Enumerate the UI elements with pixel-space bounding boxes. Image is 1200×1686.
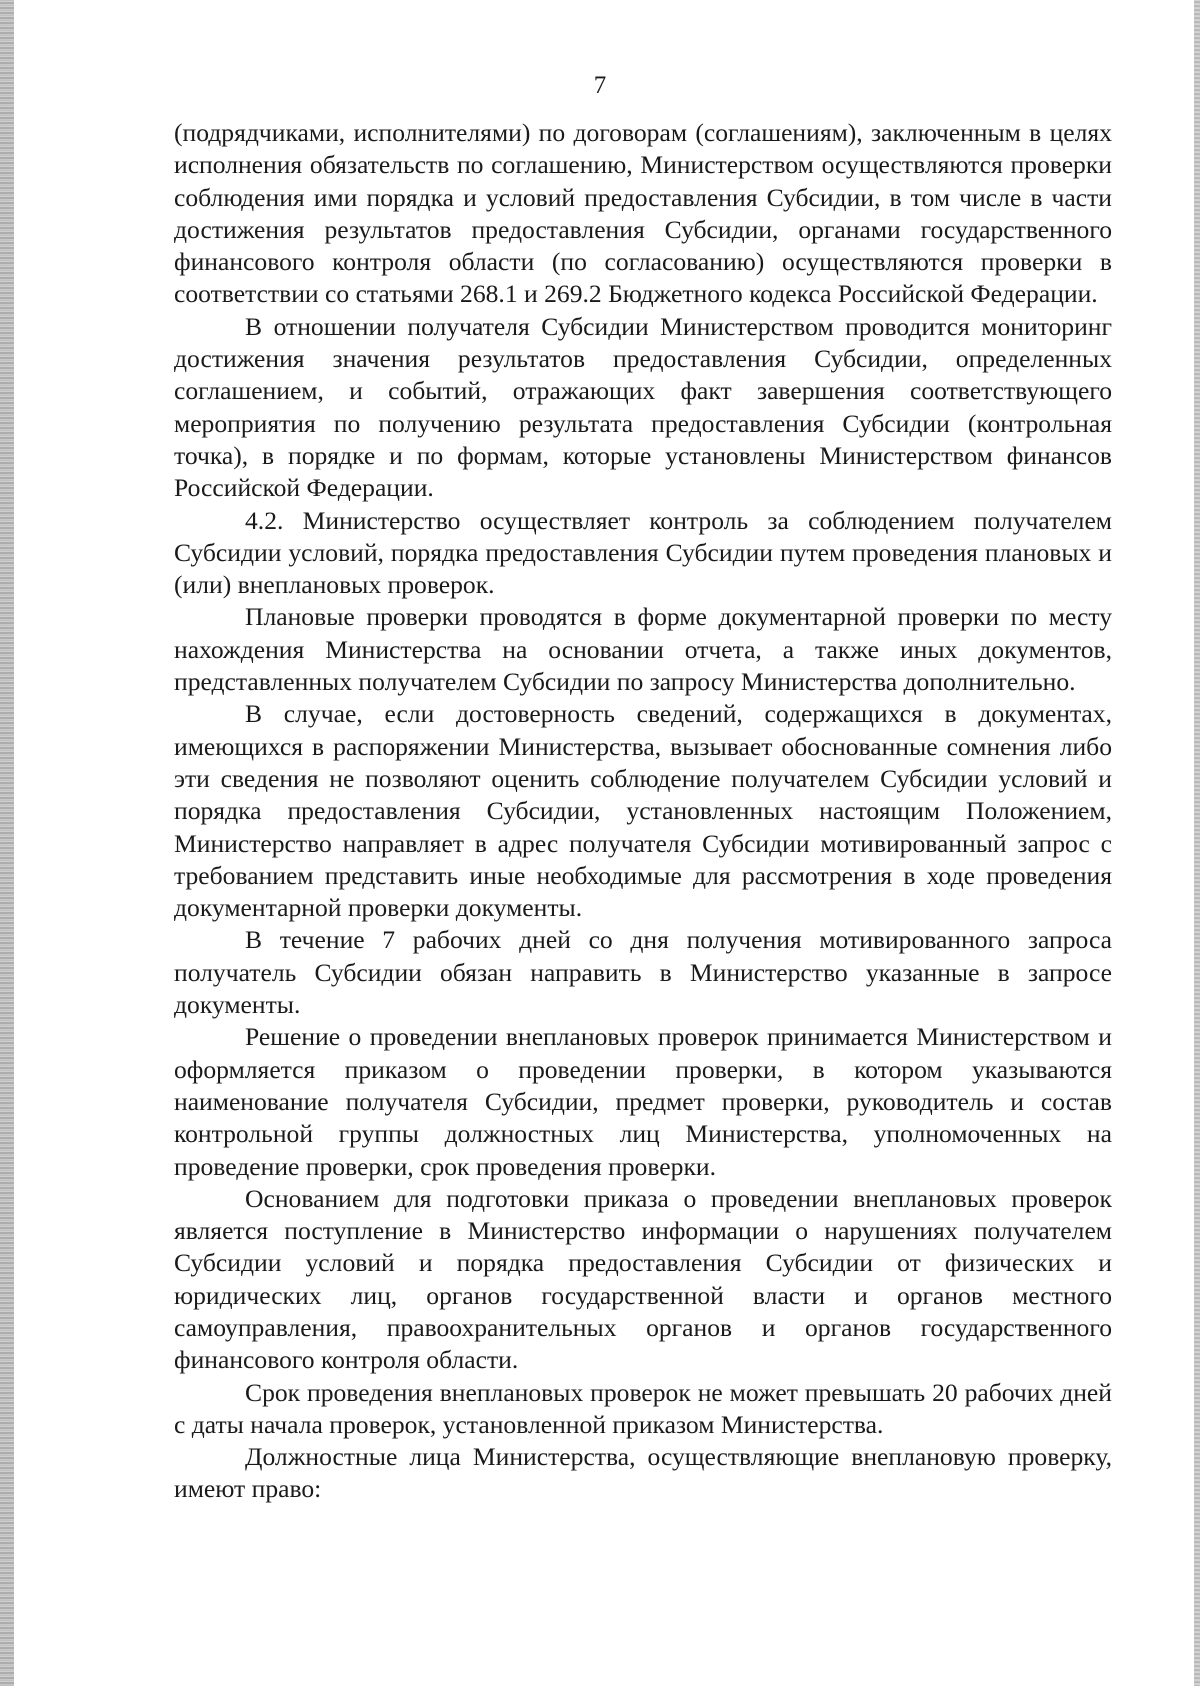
paragraph-officials-rights: Должностные лица Министерства, осуществляющие внеплановую проверку, имеют право:: [174, 1442, 1112, 1504]
paragraph-unplanned-duration: Срок проведения внеплановых проверок не может превышать 20 рабочих дней с даты начала проверок, установленной приказом Министерства.: [174, 1377, 1112, 1439]
page-number: 7: [593, 72, 607, 99]
scan-edge-right: [1194, 0, 1200, 1686]
paragraph-continuation: (подрядчиками, исполнителями) по договорам (соглашениям), заключенным в целях исполнения обязательств по соглашению, Министерством осуществляются проверки соблюдения ими порядка и условий предоставления Субсидии, в том числе в части достижения результатов предоставления Субсидии, органами государственного финансового контроля области (по согласованию) осуществляются проверки в соответствии со статьями 268.1 и 269.2 Бюджетного кодекса Российской Федерации.: [174, 118, 1112, 309]
paragraph-monitoring: В отношении получателя Субсидии Министерством проводится мониторинг достижения значения результатов предоставления Субсидии, определенных соглашением, и событий, отражающих факт завершения соответствующего мероприятия по получению результата предоставления Субсидии (контрольная точка), в порядке и по формам, которые установлены Министерством финансов Российской Федерации.: [174, 311, 1112, 503]
paragraph-unplanned-decision: Решение о проведении внеплановых проверок принимается Министерством и оформляется приказом о проведении проверки, в котором указываются наименование получателя Субсидии, предмет проверки, руководитель и состав контрольной группы должностных лиц Министерства, уполномоченных на проведение проверки, срок проведения проверки.: [174, 1022, 1112, 1181]
paragraph-planned-checks: Плановые проверки проводятся в форме документарной проверки по месту нахождения Министерства на основании отчета, а также иных документов, представленных получателем Субсидии по запросу Министерства дополнительно.: [174, 602, 1112, 697]
paragraph-response-deadline: В течение 7 рабочих дней со дня получения мотивированного запроса получатель Субсидии обязан направить в Министерство указанные в запросе документы.: [174, 925, 1112, 1020]
paragraph-section-4-2: 4.2. Министерство осуществляет контроль за соблюдением получателем Субсидии условий, порядка предоставления Субсидии путем проведения плановых и (или) внеплановых проверок.: [174, 505, 1112, 600]
scan-edge-left: [0, 0, 14, 1686]
document-body: [174, 117, 1112, 1506]
paragraph-unplanned-grounds: Основанием для подготовки приказа о проведении внеплановых проверок является поступление в Министерство информации о нарушениях получателем Субсидии условий и порядка предоставления Субсидии от физических и юридических лиц, органов государственной власти и органов местного самоуправления, правоохранительных органов и органов государственного финансового контроля области.: [174, 1183, 1112, 1375]
paragraph-doubts-request: В случае, если достоверность сведений, содержащихся в документах, имеющихся в распоряжении Министерства, вызывает обоснованные сомнения либо эти сведения не позволяют оценить соблюдение получателем Субсидии условий и порядка предоставления Субсидии, установленных настоящим Положением, Министерство направляет в адрес получателя Субсидии мотивированный запрос с требованием представить иные необходимые для рассмотрения в ходе проведения документарной проверки документы.: [174, 699, 1112, 923]
